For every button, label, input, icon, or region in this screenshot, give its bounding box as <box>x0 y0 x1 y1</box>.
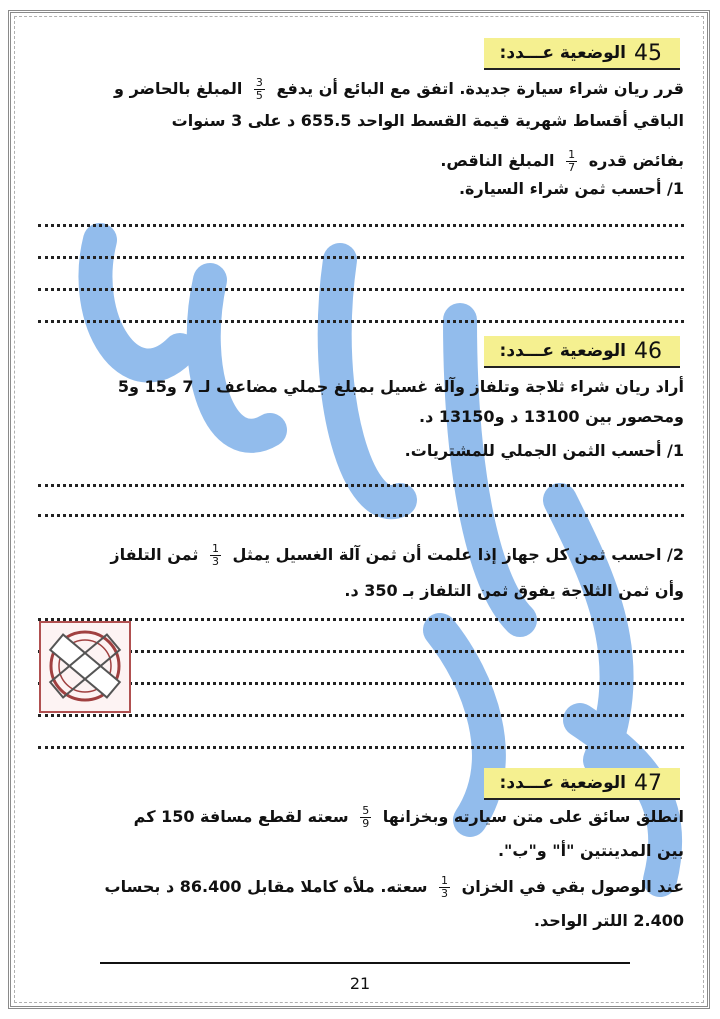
section-46-header <box>484 336 680 368</box>
section-47-line-4: 2.400 اللتر الواحد. <box>533 911 684 930</box>
answer-line <box>38 616 684 621</box>
section-46-line-5: وأن ثمن الثلاجة يفوق ثمن التلفاز بـ 350 د. <box>344 581 684 600</box>
section-46-question-2: 2/ احسب ثمن كل جهاز إذا علمت أن ثمن آلة الغسيل يمثل $\frac{1}{3}$ ثمن التلفاز <box>110 542 684 568</box>
page-number: 21 <box>349 974 371 993</box>
answer-line <box>38 648 684 653</box>
section-title: الوضعية عـــدد: <box>499 773 626 793</box>
answer-line <box>38 254 684 259</box>
answer-line <box>38 712 684 717</box>
section-47-line-3: عند الوصول بقي في الخزان $\frac{1}{3}$ سعته. ملأه كاملا مقابل 86.400 د بحساب <box>104 874 684 900</box>
section-47-header <box>484 768 680 800</box>
section-45-header <box>484 38 680 70</box>
answer-line <box>38 512 684 517</box>
section-number: 45 <box>634 40 662 66</box>
answer-line <box>38 222 684 227</box>
section-46-question-1: 1/ أحسب الثمن الجملي للمشتريات. <box>404 441 684 460</box>
section-title: الوضعية عـــدد: <box>499 43 626 63</box>
fraction: $\frac{1}{7}$ <box>568 148 576 174</box>
section-number: 46 <box>634 338 662 364</box>
fraction: $\frac{3}{5}$ <box>255 76 263 102</box>
answer-line <box>38 286 684 291</box>
section-45-line-3: بفائض قدره $\frac{1}{7}$ المبلغ الناقص. <box>440 148 684 174</box>
section-46-line-2: ومحصور بين 13100 د و13150 د. <box>419 407 684 426</box>
answer-line <box>38 744 684 749</box>
section-45-line-2: الباقي أقساط شهرية قيمة القسط الواحد 655.5 د على 3 سنوات <box>171 111 684 130</box>
section-47-line-2: بين المدينتين "أ" و"ب". <box>497 841 684 860</box>
section-number: 47 <box>634 770 662 796</box>
answer-line <box>38 482 684 487</box>
stamp-icon <box>38 616 132 716</box>
footer-divider <box>100 962 630 964</box>
fraction: $\frac{5}{9}$ <box>362 804 370 830</box>
answer-line <box>38 680 684 685</box>
section-title: الوضعية عـــدد: <box>499 341 626 361</box>
section-47-line-1: انطلق سائق على متن سيارته وبخزانها $\frac{5}{9}$ سعته لقطع مسافة 150 كم <box>133 804 684 830</box>
fraction: $\frac{1}{3}$ <box>211 542 219 568</box>
section-46-line-1: أراد ريان شراء ثلاجة وتلفاز وآلة غسيل بمبلغ جملي مضاعف لـ 7 و15 و5 <box>117 377 684 396</box>
section-45-line-1: قرر ريان شراء سيارة جديدة. اتفق مع البائع أن يدفع $\frac{3}{5}$ المبلغ بالحاضر و <box>114 76 684 102</box>
fraction: $\frac{1}{3}$ <box>441 874 449 900</box>
section-45-question-1: 1/ أحسب ثمن شراء السيارة. <box>458 179 684 198</box>
answer-line <box>38 318 684 323</box>
